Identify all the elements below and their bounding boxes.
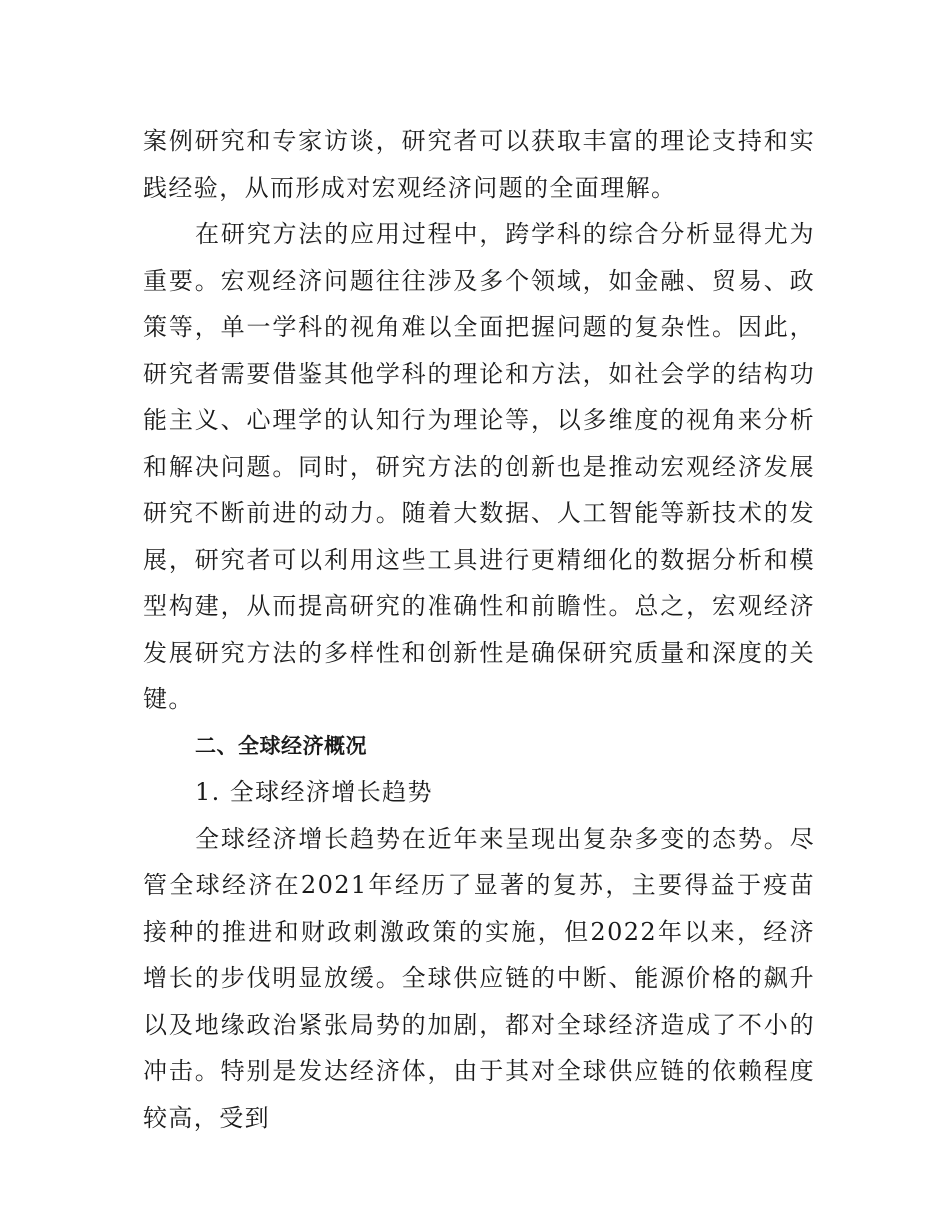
document-body [143,118,815,1141]
section-heading: 二、全球经济概况 [195,733,367,758]
paragraph-research-methods: 在研究方法的应用过程中，跨学科的综合分析显得尤为重要。宏观经济问题往往涉及多个领域，如金融、贸易、政策等，单一学科的视角难以全面把握问题的复杂性。因此，研究者需要借鉴其他学科的理论和方法，如社会学的结构功能主义、心理学的认知行为理论等，以多维度的视角来分析和解决问题。同时，研究方法的创新也是推动宏观经济发展研究不断前进的动力。随着大数据、人工智能等新技术的发展，研究者可以利用这些工具进行更精细化的数据分析和模型构建，从而提高研究的准确性和前瞻性。总之，宏观经济发展研究方法的多样性和创新性是确保研究质量和深度的关键。 [143,220,815,713]
paragraph-continuation: 案例研究和专家访谈，研究者可以获取丰富的理论支持和实践经验，从而形成对宏观经济问题的全面理解。 [143,127,815,202]
paragraph-global-growth: 全球经济增长趋势在近年来呈现出复杂多变的态势。尽管全球经济在2021年经历了显著的复苏，主要得益于疫苗接种的推进和财政刺激政策的实施，但2022年以来，经济增长的步伐明显放缓。全球供应链的中断、能源价格的飙升以及地缘政治紧张局势的加剧，都对全球经济造成了不小的冲击。特别是发达经济体，由于其对全球供应链的依赖程度较高，受到 [143,824,815,1132]
subsection-heading: 1. 全球经济增长趋势 [195,778,433,806]
